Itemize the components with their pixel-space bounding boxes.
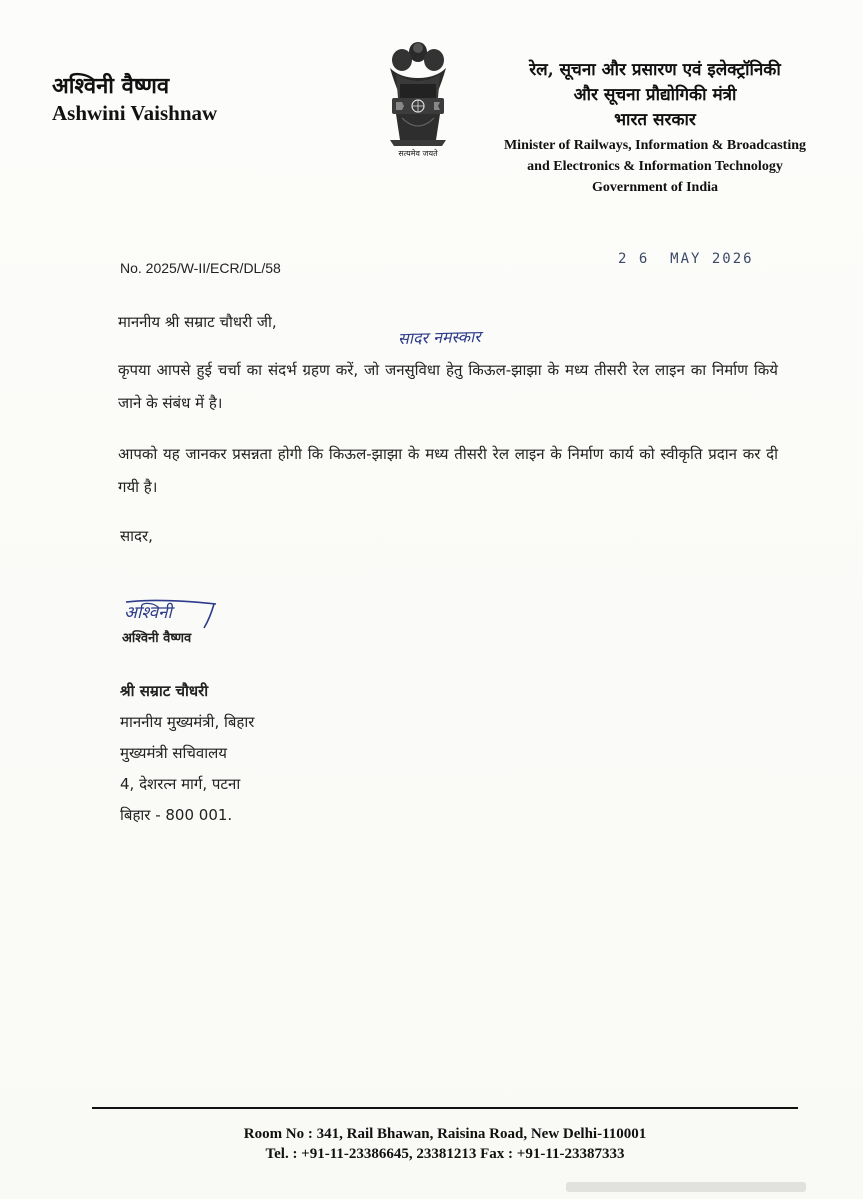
minister-name-english: Ashwini Vaishnaw: [52, 101, 218, 125]
closing: सादर,: [120, 527, 153, 545]
recipient-line-1: माननीय मुख्यमंत्री, बिहार: [120, 713, 255, 731]
designation-hindi-line1: रेल, सूचना और प्रसारण एवं इलेक्ट्रॉनिकी: [529, 60, 781, 80]
date-stamp: 2 6 MAY 2026: [618, 251, 754, 267]
salutation: माननीय श्री सम्राट चौधरी जी,: [118, 313, 277, 331]
designation-hindi-line2: और सूचना प्रौद्योगिकी मंत्री: [573, 85, 737, 105]
recipient-line-3: 4, देशरत्न मार्ग, पटना: [120, 775, 241, 793]
footer: [92, 1124, 798, 1164]
designation-english-line1: Minister of Railways, Information & Broadcasting: [503, 138, 807, 153]
faint-mark-icon: [566, 1180, 806, 1194]
emblem-motto: सत्यमेव जयते: [398, 149, 438, 158]
state-emblem-icon: [380, 38, 456, 166]
body-paragraph-2: आपको यह जानकर प्रसन्नता होगी कि किऊल-झाझा के मध्य तीसरी रेल लाइन के निर्माण कार्य को स्वीकृति प्रदान कर दी गयी है।: [118, 445, 778, 496]
designation-hindi-line3: भारत सरकार: [614, 110, 696, 130]
reference-number: No. 2025/W-II/ECR/DL/58: [120, 260, 281, 276]
recipient-line-2: मुख्यमंत्री सचिवालय: [120, 744, 227, 762]
body-paragraph-1: कृपया आपसे हुई चर्चा का संदर्भ ग्रहण करें, जो जनसुविधा हेतु किऊल-झाझा के मध्य तीसरी रेल लाइन का निर्माण किये जाने के संबंध में है।: [118, 361, 778, 412]
footer-address: Room No : 341, Rail Bhawan, Raisina Road, New Delhi-110001: [243, 1126, 647, 1142]
recipient-name: श्री सम्राट चौधरी: [120, 682, 209, 700]
designation-english-line3: Government of India: [592, 180, 718, 195]
recipient-address: [120, 676, 254, 831]
footer-contact: Tel. : +91-11-23386645, 23381213 Fax : +91-11-23387333: [265, 1146, 625, 1162]
signatory-name: अश्विनी वैष्णव: [122, 631, 192, 646]
footer-divider: [92, 1107, 798, 1109]
designation-english-line2: and Electronics & Information Technology: [527, 159, 783, 174]
signature-handwritten: अश्विनी: [124, 603, 172, 623]
handwritten-greeting: सादर नमस्कार: [397, 326, 481, 349]
minister-designation: [490, 58, 820, 198]
minister-name-hindi: अश्विनी वैष्णव: [52, 73, 170, 99]
recipient-line-4: बिहार - 800 001.: [120, 806, 233, 824]
